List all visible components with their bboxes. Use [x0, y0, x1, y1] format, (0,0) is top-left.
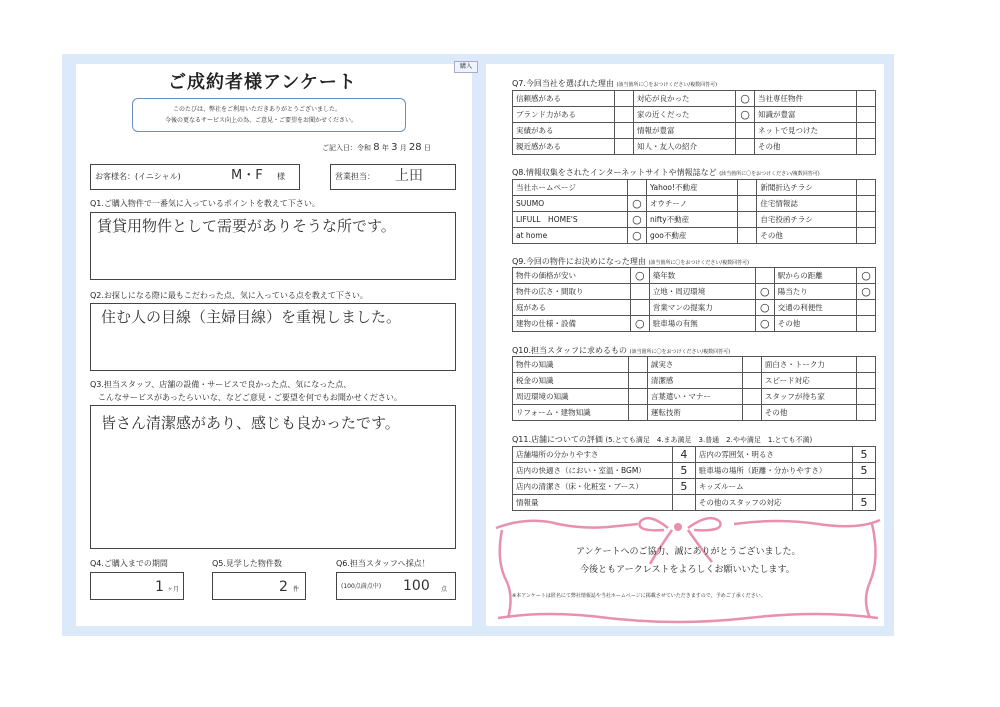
q5-question: Q5.見学した物件数 [212, 559, 282, 568]
q6-unit: 点 [441, 586, 448, 593]
option-label: 駅からの距離 [774, 268, 856, 284]
check-cell[interactable]: ○ [736, 107, 755, 123]
greeting-box [132, 98, 406, 132]
option-label: 実績がある [513, 123, 615, 139]
q7-title [512, 78, 717, 89]
check-cell[interactable]: ○ [755, 300, 774, 316]
date-label: ご記入日：令和 [322, 144, 371, 152]
check-cell[interactable] [742, 357, 761, 373]
option-label: キッズルーム [695, 479, 852, 495]
check-cell[interactable] [738, 180, 757, 196]
date-year-unit: 年 [381, 144, 389, 152]
check-cell[interactable]: ○ [857, 268, 876, 284]
check-cell[interactable] [738, 196, 757, 212]
check-cell[interactable]: ○ [627, 228, 646, 244]
check-cell[interactable] [615, 91, 634, 107]
check-cell[interactable]: ○ [755, 284, 774, 300]
check-cell[interactable] [736, 139, 755, 155]
q9-table [512, 267, 876, 332]
check-cell[interactable] [615, 139, 634, 155]
q1-answer-box[interactable] [90, 212, 456, 280]
table-row [513, 268, 876, 284]
q5-value: 2 [279, 579, 288, 595]
option-label: 築年数 [649, 268, 755, 284]
check-cell[interactable] [628, 357, 647, 373]
q10-table-body [513, 357, 876, 421]
table-row [513, 389, 876, 405]
option-label: 情報量 [513, 495, 673, 511]
q1-answer: 賃貸用物件として需要がありそうな所です。 [97, 217, 396, 235]
option-label: 店舗場所の分かりやすさ [513, 447, 673, 463]
option-label: SUUMO [513, 196, 628, 212]
check-cell[interactable] [742, 389, 761, 405]
q3-question-line-2: こんなサービスがあったらいいな、などご意見・ご要望を何でもお聞かせください。 [98, 393, 402, 402]
q7-note: (該当箇所に〇をおつけください/複数回答可) [616, 82, 718, 88]
option-label: その他 [757, 228, 857, 244]
option-label: その他 [774, 316, 856, 332]
check-cell[interactable] [857, 228, 876, 244]
greeting-line-1: このたびは、弊社をご利用いただきありがとうございました。 [173, 106, 342, 113]
check-cell[interactable] [857, 405, 876, 421]
q3-question-line-1: Q3.担当スタッフ、店舗の設備・サービスで良かった点、気になった点、 [90, 380, 352, 389]
table-row [513, 196, 876, 212]
rating-cell[interactable]: 4 [672, 447, 695, 463]
option-label: 営業マンの提案力 [649, 300, 755, 316]
rating-cell[interactable]: 5 [853, 495, 876, 511]
option-label: スタッフが待ち家 [761, 389, 856, 405]
customer-name-label: お客様名：(イニシャル) [95, 172, 181, 181]
option-label: 親近感がある [513, 139, 615, 155]
staff-label: 営業担当： [335, 172, 375, 181]
check-cell[interactable] [857, 357, 876, 373]
check-cell[interactable]: ○ [736, 91, 755, 107]
date-day: 28 [408, 142, 422, 153]
q6-value: 100 [403, 578, 430, 594]
check-cell[interactable]: ○ [630, 316, 649, 332]
option-label: 当社専任物件 [755, 91, 857, 107]
check-cell[interactable] [857, 91, 876, 107]
q4-answer-box[interactable] [90, 572, 184, 600]
option-label: 誠実さ [647, 357, 742, 373]
option-label: 物件の広さ・間取り [513, 284, 631, 300]
q7-table [512, 90, 876, 155]
check-cell[interactable] [857, 180, 876, 196]
option-label: 清潔感 [647, 373, 742, 389]
q5-unit: 件 [293, 586, 300, 593]
option-label: 庭がある [513, 300, 631, 316]
date-row [322, 142, 431, 153]
option-label: 店内の快適さ（におい・室温・BGM） [513, 463, 673, 479]
option-label: 言葉遣い・マナー [647, 389, 742, 405]
option-label: 駐車場の有無 [649, 316, 755, 332]
customer-name-value: M・F [231, 168, 263, 183]
table-row [513, 228, 876, 244]
q6-answer-box[interactable] [336, 572, 456, 600]
table-row [513, 180, 876, 196]
rating-cell[interactable]: 5 [853, 463, 876, 479]
q9-title [512, 256, 749, 267]
table-row [513, 300, 876, 316]
option-label: 情報が豊富 [634, 123, 736, 139]
option-label: ネットで見つけた [755, 123, 857, 139]
check-cell[interactable] [630, 284, 649, 300]
q1-question: Q1.ご購入物件で一番気に入っているポイントを教えて下さい。 [90, 199, 320, 208]
check-cell[interactable] [630, 300, 649, 316]
option-label: 当社ホームページ [513, 180, 628, 196]
q11-scale: (5.とても満足 4.まあ満足 3.普通 2.やや満足 1.とても不満) [605, 436, 813, 444]
check-cell[interactable] [738, 212, 757, 228]
table-row [513, 91, 876, 107]
option-label: goo不動産 [646, 228, 737, 244]
check-cell[interactable] [857, 123, 876, 139]
check-cell[interactable] [857, 107, 876, 123]
table-row [513, 284, 876, 300]
option-label: 周辺環境の知識 [513, 389, 629, 405]
q5-answer-box[interactable] [212, 572, 306, 600]
option-label: 交通の利便性 [774, 300, 856, 316]
q10-title-text: Q10.担当スタッフに求めるもの [512, 346, 628, 355]
option-label: Yahoo!不動産 [646, 180, 737, 196]
q11-title [512, 434, 812, 445]
option-label: その他 [755, 139, 857, 155]
option-label: 立地・周辺環境 [649, 284, 755, 300]
option-label: 建物の仕様・設備 [513, 316, 631, 332]
thanks-note: ※本アンケートは匿名にて弊社情報誌や当社ホームページに掲載させていただきますので、予めご了承ください。 [512, 593, 766, 599]
option-label: 物件の知識 [513, 357, 629, 373]
check-cell[interactable]: ○ [857, 284, 876, 300]
q11-table [512, 446, 876, 511]
thanks-line-1: アンケートへのご協力、誠にありがとうございました。 [576, 547, 801, 557]
q8-table-body [513, 180, 876, 244]
option-label: スピード対応 [761, 373, 856, 389]
check-cell[interactable] [857, 373, 876, 389]
customer-name-suffix: 様 [277, 172, 285, 181]
q4-question: Q4.ご購入までの期間 [90, 559, 168, 568]
q3-answer: 皆さん清潔感があり、感じも良かったです。 [101, 414, 400, 432]
check-cell[interactable] [857, 196, 876, 212]
check-cell[interactable] [857, 300, 876, 316]
table-row [513, 212, 876, 228]
option-label: その他 [761, 405, 856, 421]
q2-answer-box[interactable] [90, 303, 456, 371]
date-month-unit: 月 [399, 144, 407, 152]
check-cell[interactable] [742, 405, 761, 421]
date-month: 3 [391, 142, 398, 153]
check-cell[interactable] [615, 123, 634, 139]
table-row [513, 107, 876, 123]
q10-title [512, 345, 730, 356]
rating-cell[interactable] [672, 495, 695, 511]
check-cell[interactable] [628, 405, 647, 421]
option-label: 面白さ・トーク力 [761, 357, 856, 373]
table-row [513, 479, 876, 495]
option-label: 知識が豊富 [755, 107, 857, 123]
q9-title-text: Q9.今回の物件にお決めになった理由 [512, 257, 646, 266]
option-label: at home [513, 228, 628, 244]
check-cell[interactable] [627, 180, 646, 196]
table-row [513, 447, 876, 463]
q3-answer-box[interactable] [90, 405, 456, 549]
option-label: 知人・友人の紹介 [634, 139, 736, 155]
q10-note: (該当箇所に〇をおつけください/複数回答可) [629, 349, 731, 355]
option-label: 住宅情報誌 [757, 196, 857, 212]
option-label: その他のスタッフの対応 [695, 495, 852, 511]
table-row [513, 405, 876, 421]
q7-title-text: Q7.今回当社を選ばれた理由 [512, 79, 614, 88]
option-label: リフォーム・建物知識 [513, 405, 629, 421]
check-cell[interactable] [857, 212, 876, 228]
option-label: 新聞折込チラシ [757, 180, 857, 196]
purchase-tag: 購入 [454, 61, 478, 73]
option-label: 陽当たり [774, 284, 856, 300]
q8-title-text: Q8.情報収集をされたインターネットサイトや情報誌など [512, 168, 717, 177]
date-year: 8 [373, 142, 380, 153]
check-cell[interactable] [857, 389, 876, 405]
q11-table-body [513, 447, 876, 511]
q8-title [512, 167, 820, 178]
check-cell[interactable] [628, 373, 647, 389]
table-row [513, 495, 876, 511]
rating-cell[interactable] [853, 479, 876, 495]
staff-value: 上田 [395, 168, 423, 184]
q11-title-text: Q11.店舗についての評価 [512, 435, 603, 444]
thanks-line-2: 今後ともアークレストをよろしくお願いいたします。 [580, 565, 795, 575]
option-label: 信頼感がある [513, 91, 615, 107]
check-cell[interactable]: ○ [627, 196, 646, 212]
rating-cell[interactable]: 5 [672, 463, 695, 479]
q10-table [512, 356, 876, 421]
table-row [513, 463, 876, 479]
option-label: 家の近くだった [634, 107, 736, 123]
table-row [513, 123, 876, 139]
option-label: 店内の雰囲気・明るさ [695, 447, 852, 463]
check-cell[interactable] [857, 316, 876, 332]
q8-note: (該当箇所に〇をおつけください/複数回答可) [719, 171, 820, 177]
q2-answer: 住む人の目線（主婦目線）を重視しました。 [101, 308, 402, 326]
q6-sub: (100点満点中) [341, 583, 382, 590]
rating-cell[interactable]: 5 [853, 447, 876, 463]
option-label: 駐車場の場所（距離・分かりやすさ） [695, 463, 852, 479]
check-cell[interactable] [742, 373, 761, 389]
greeting-line-2: 今後の更なるサービス向上の為、ご意見・ご要望をお聞かせください。 [165, 117, 358, 124]
table-row [513, 357, 876, 373]
table-row [513, 139, 876, 155]
q9-note: (該当箇所に〇をおつけください/複数回答可) [648, 260, 750, 266]
q9-table-body [513, 268, 876, 332]
option-label: ブランド力がある [513, 107, 615, 123]
check-cell[interactable]: ○ [630, 268, 649, 284]
date-day-unit: 日 [423, 144, 431, 152]
q2-question: Q2.お探しになる際に最もこだわった点、気に入っている点を教えて下さい。 [90, 291, 368, 300]
check-cell[interactable] [628, 389, 647, 405]
option-label: 自宅投函チラシ [757, 212, 857, 228]
option-label: LIFULL HOME'S [513, 212, 628, 228]
table-row [513, 316, 876, 332]
q6-question: Q6.担当スタッフへ採点！ [336, 559, 430, 568]
page-title: ご成約者様アンケート [168, 72, 357, 93]
option-label: 店内の清潔さ（床・化粧室・ブース） [513, 479, 673, 495]
rating-cell[interactable]: 5 [672, 479, 695, 495]
q4-unit: ヶ月 [167, 586, 180, 593]
staff-field[interactable] [330, 164, 456, 190]
option-label: 物件の価格が安い [513, 268, 631, 284]
customer-name-field[interactable] [90, 164, 300, 190]
check-cell[interactable] [738, 228, 757, 244]
option-label: オウチーノ [646, 196, 737, 212]
option-label: 税金の知識 [513, 373, 629, 389]
option-label: nifty不動産 [646, 212, 737, 228]
q8-table [512, 179, 876, 244]
table-row [513, 373, 876, 389]
q7-table-body [513, 91, 876, 155]
option-label: 運転技術 [647, 405, 742, 421]
option-label: 対応が良かった [634, 91, 736, 107]
check-cell[interactable] [736, 123, 755, 139]
check-cell[interactable] [857, 139, 876, 155]
check-cell[interactable]: ○ [627, 212, 646, 228]
check-cell[interactable] [755, 268, 774, 284]
check-cell[interactable] [615, 107, 634, 123]
q4-value: 1 [155, 579, 164, 595]
check-cell[interactable]: ○ [755, 316, 774, 332]
